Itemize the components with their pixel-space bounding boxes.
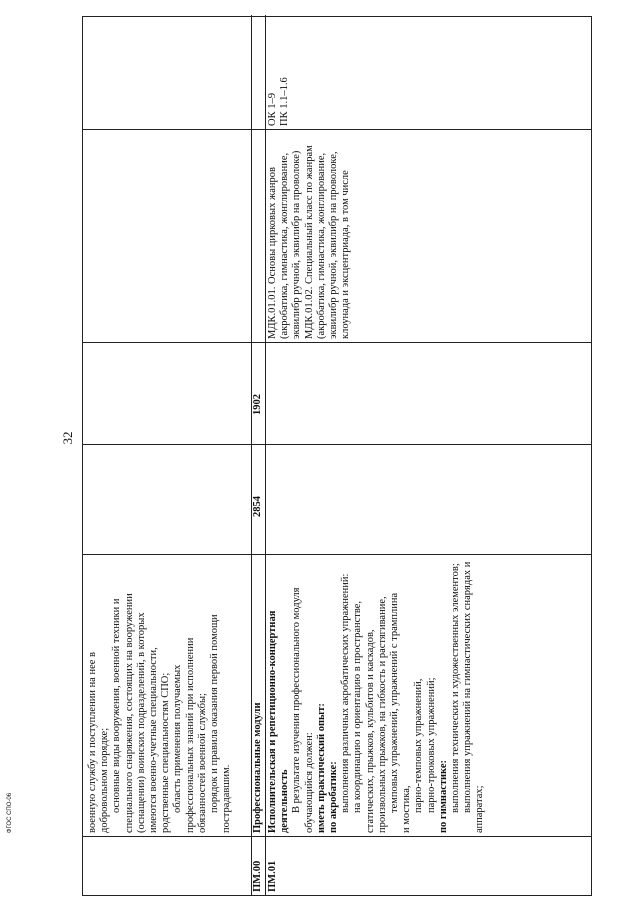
- text-line: (оснащении) воинских подразделений, в которых: [135, 612, 147, 833]
- text-line: обязанностей военной службы;: [196, 693, 208, 833]
- text-line: выполнения различных акробатических упражнений:: [340, 573, 352, 813]
- pm00-title: Профессиональные модули: [252, 702, 263, 833]
- text-line: военную службу и поступлении на нее в: [87, 652, 98, 833]
- continuation-text: [87, 559, 233, 833]
- text-line: область применения получаемых: [172, 664, 184, 813]
- pm00-hours-max: 2854: [252, 496, 263, 517]
- competency-item: ОК 1–9: [267, 93, 278, 126]
- competency-item: ПК 1.1–1.6: [279, 77, 291, 126]
- text-line: основные виды вооружения, военной техники и: [111, 598, 123, 813]
- pm01-code: ПМ.01: [267, 860, 278, 892]
- text-line: родственные специальностям СПО;: [160, 672, 172, 833]
- mdk-item: МДК.01.01. Основы цирковых жанров (акробатика, гимнастика, жонглирование, эквилибр ручной, эквилибр на проволоке): [267, 150, 303, 339]
- pm01-experience-label: иметь практический опыт:: [315, 703, 327, 833]
- pm01-mdk: [267, 134, 352, 339]
- text-line: произвольных прыжков, на гибкость и растягивание,: [376, 596, 388, 833]
- text-line: порядок и правила оказания первой помощи: [209, 614, 221, 813]
- page-number: 32: [60, 431, 75, 445]
- text-line: темповых упражнений, упражнений с трамплина: [389, 592, 401, 813]
- text-line: на координацию и ориентацию в пространстве,: [352, 600, 364, 813]
- text-line: и мостика,: [401, 785, 413, 833]
- text-line: добровольном порядке;: [99, 727, 111, 833]
- col-divider: [83, 836, 591, 837]
- text-line: выполнения упражнений на гимнастических снарядах и аппаратах;: [462, 561, 486, 833]
- mdk-item: МДК.01.02. Специальный класс по жанрам (акробатика, гимнастика, жонглирование, эквилибр ручной, эквилибр на проволоке, клоунада и эксцентриада, в том числе: [303, 145, 352, 339]
- pm01-acro-label: по акробатике:: [328, 761, 340, 833]
- curriculum-table: [82, 16, 592, 896]
- footer-code: ФГОС СПО-06: [7, 792, 14, 834]
- table-grid: [82, 16, 592, 896]
- pm01-intro: В результате изучения профессионального модуля обучающийся должен:: [291, 587, 315, 833]
- text-line: специального снаряжения, состоящих на вооружении: [123, 593, 135, 833]
- text-line: выполнения технических и художественных элементов;: [450, 563, 462, 813]
- pm01-gym-label: по гимнастике:: [437, 759, 449, 833]
- col-divider: [83, 129, 591, 130]
- text-line: профессиональных знаний при исполнении: [184, 637, 196, 833]
- col-divider: [83, 342, 591, 343]
- col-divider: [83, 554, 591, 555]
- text-line: парно-трюковых упражнений;: [425, 677, 437, 813]
- pm01-competencies: [267, 18, 291, 126]
- row-divider: [265, 15, 266, 895]
- text-line: парно-темповых упражнений,: [413, 678, 425, 813]
- pm01-content: [267, 559, 487, 833]
- text-line: пострадавшим.: [221, 764, 233, 833]
- text-line: имеются военно-учетные специальности,: [148, 647, 160, 833]
- col-divider: [83, 444, 591, 445]
- pm00-hours-req: 1902: [252, 394, 263, 415]
- pm01-title: Исполнительская и репетиционно-концертная деятельность: [267, 610, 291, 833]
- text-line: статических, прыжков, кульбитов и каскадов,: [364, 629, 376, 833]
- pm00-code: ПМ.00: [252, 860, 263, 892]
